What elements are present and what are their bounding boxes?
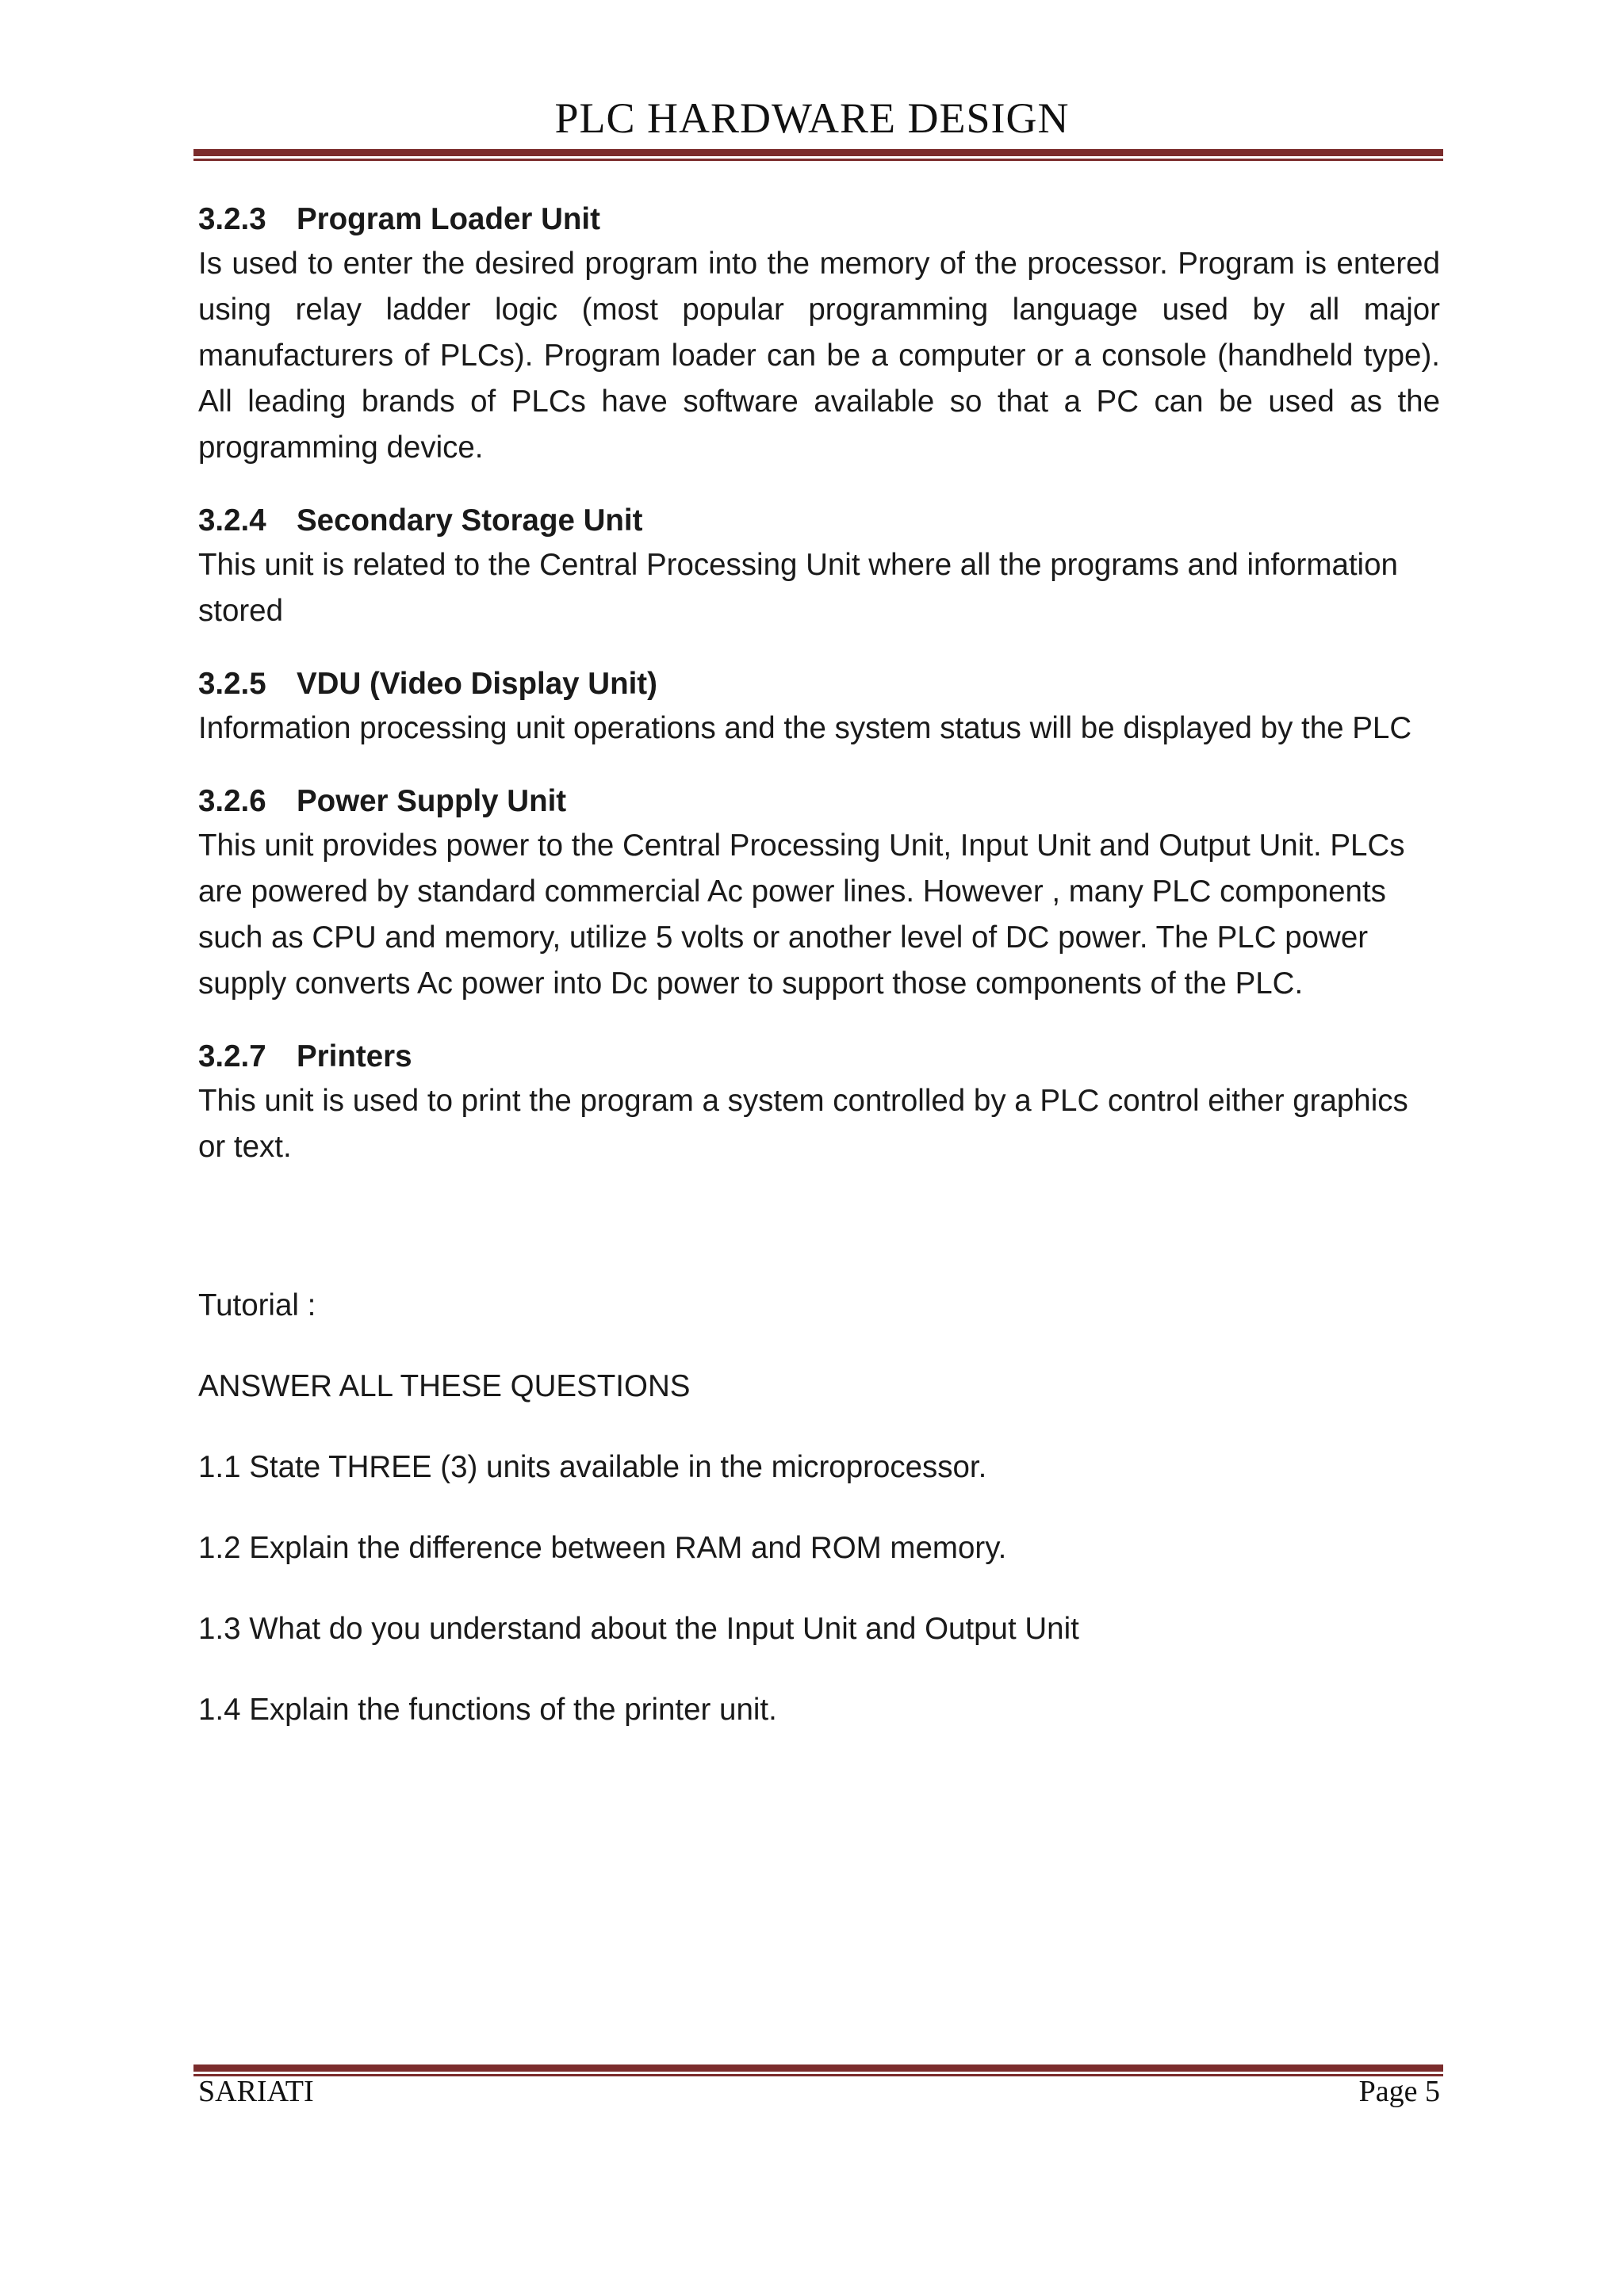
section-number: 3.2.6 xyxy=(198,784,266,818)
section-title: VDU (Video Display Unit) xyxy=(297,667,657,701)
tutorial-label: Tutorial : xyxy=(198,1288,316,1322)
section-heading xyxy=(198,663,1440,706)
footer-rule-thick xyxy=(193,2064,1443,2072)
page-header-title: PLC HARDWARE DESIGN xyxy=(554,94,1070,142)
section-heading xyxy=(198,499,1440,542)
section-body: This unit is used to print the program a system controlled by a PLC control either graphics or text. xyxy=(198,1084,1408,1164)
header-rule-thick xyxy=(193,149,1443,156)
section-heading xyxy=(198,198,1440,241)
section-vdu xyxy=(198,663,1440,752)
section-power-supply-unit xyxy=(198,780,1440,1007)
section-title: Program Loader Unit xyxy=(297,202,600,236)
section-body: This unit provides power to the Central Processing Unit, Input Unit and Output Unit. PLCs are powered by standard commercial Ac power lines. However , many PLC components such as CPU and memory, utilize 5 volts or another level of DC power. The PLC power supply converts Ac power into Dc power to support those components of the PLC. xyxy=(198,828,1405,1001)
question-item: 1.2 Explain the difference between RAM and ROM memory. xyxy=(198,1531,1007,1565)
section-secondary-storage-unit xyxy=(198,499,1440,634)
section-number: 3.2.5 xyxy=(198,667,266,701)
tutorial-instruction: ANSWER ALL THESE QUESTIONS xyxy=(198,1369,691,1403)
section-title: Power Supply Unit xyxy=(297,784,567,818)
document-body xyxy=(198,198,1440,1170)
header-rule-thin xyxy=(193,159,1443,161)
section-number: 3.2.3 xyxy=(198,202,266,236)
section-body: Is used to enter the desired program into the memory of the processor. Program is entered using relay ladder logic (most popular programming language used by all major manufacturers of PLCs). Program loader can be a computer or a console (handheld type). All leading brands of PLCs have software available so that a PC can be used as the programming device. xyxy=(198,247,1440,465)
question-item: 1.4 Explain the functions of the printer unit. xyxy=(198,1693,777,1727)
header-rule xyxy=(193,149,1443,161)
section-heading xyxy=(198,1035,1440,1078)
section-number: 3.2.7 xyxy=(198,1039,266,1073)
section-program-loader-unit xyxy=(198,198,1440,471)
section-number: 3.2.4 xyxy=(198,503,266,538)
section-heading xyxy=(198,780,1440,823)
section-title: Secondary Storage Unit xyxy=(297,503,643,538)
question-item: 1.3 What do you understand about the Input Unit and Output Unit xyxy=(198,1612,1079,1646)
question-item: 1.1 State THREE (3) units available in the microprocessor. xyxy=(198,1450,987,1484)
section-body: Information processing unit operations and the system status will be displayed by the PLC xyxy=(198,711,1412,745)
section-printers xyxy=(198,1035,1440,1170)
tutorial-block xyxy=(198,1283,1440,1768)
page-number: Page 5 xyxy=(1358,2075,1440,2108)
footer-author: SARIATI xyxy=(198,2075,314,2108)
page-footer xyxy=(198,2074,1440,2109)
section-body: This unit is related to the Central Processing Unit where all the programs and information stored xyxy=(198,548,1398,628)
section-title: Printers xyxy=(297,1039,412,1073)
